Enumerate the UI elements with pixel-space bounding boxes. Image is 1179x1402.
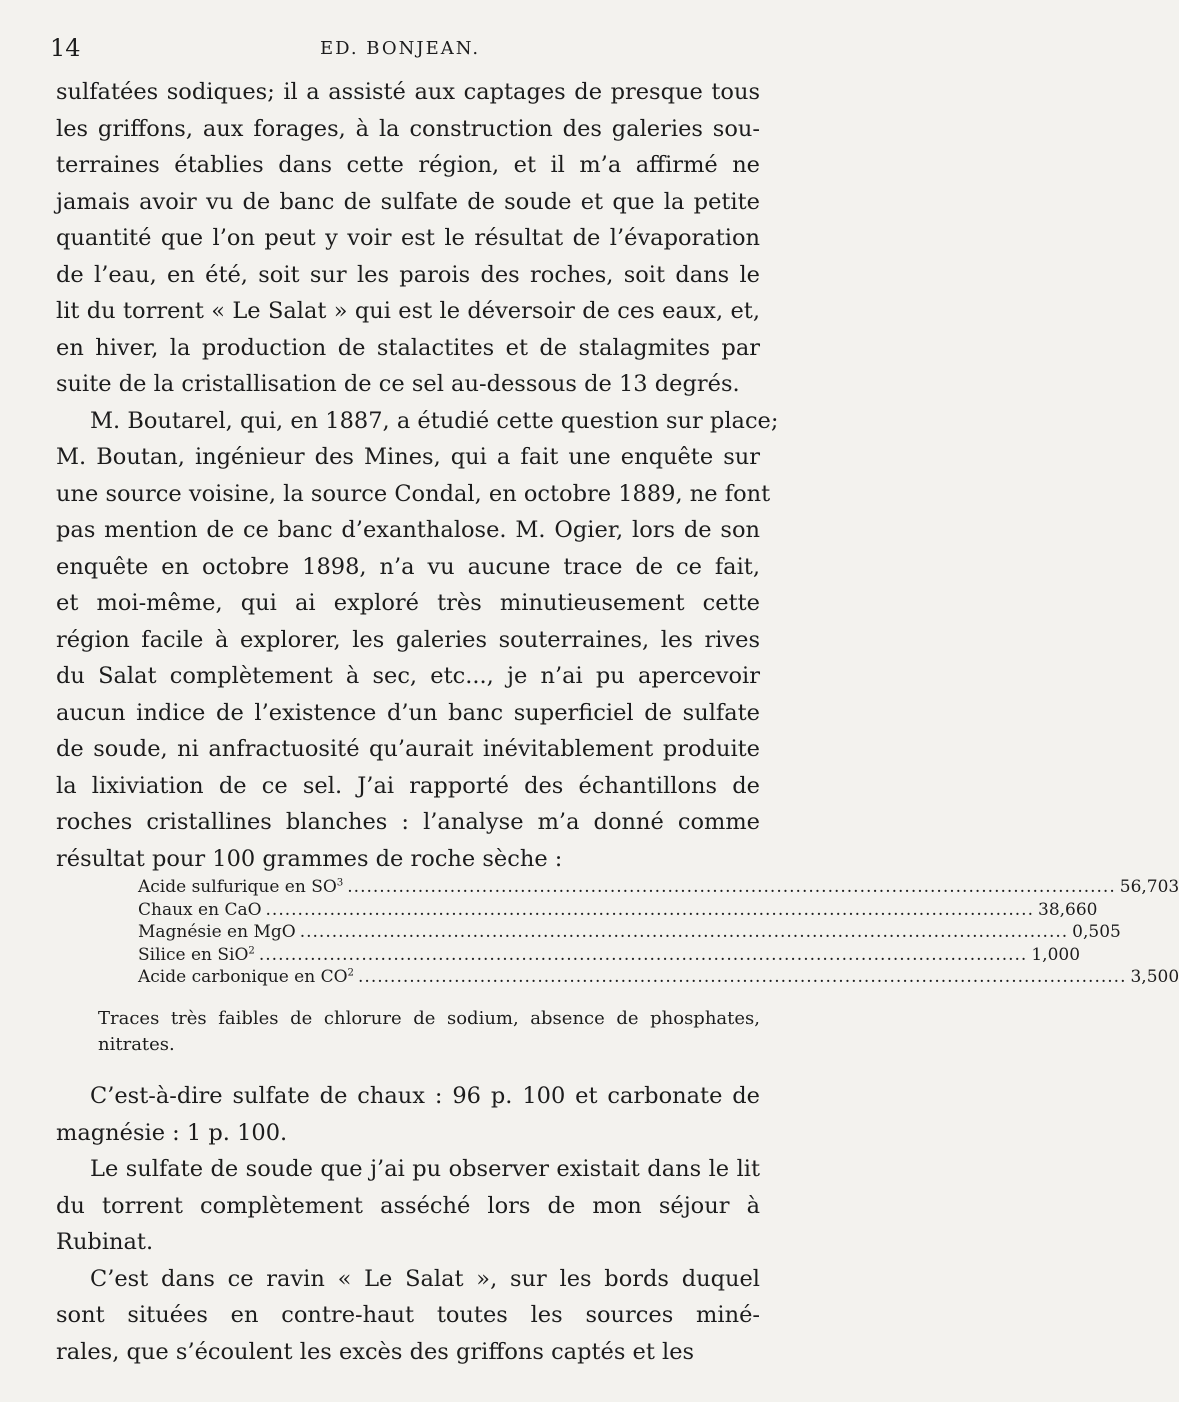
text-line: sont situées en contre-haut toutes les sources miné- [56, 1302, 760, 1328]
analysis-value: 3,500 [1130, 967, 1179, 987]
text-line: du torrent complètement asséché lors de mon séjour à [56, 1192, 760, 1219]
body-text-bottom [56, 1078, 760, 1370]
text-line: C’est dans ce ravin « Le Salat », sur les bords duquel [90, 1265, 760, 1292]
text-line: M. Boutarel, qui, en 1887, a étudié cette question sur place; [90, 407, 779, 434]
text-line: aucun indice de l’existence d’un banc superficiel de sulfate [56, 699, 760, 726]
analysis-value: 1,000 [1031, 944, 1081, 965]
analysis-label: Acide carbonique en $CO^2$ [138, 967, 355, 987]
text-line: une source voisine, la source Condal, en octobre 1889, ne font [56, 480, 771, 507]
analysis-label: Magnésie en MgO [138, 922, 296, 942]
page-number: 14 [50, 34, 81, 62]
text-line: enquête en octobre 1898, n’a vu aucune trace de ce fait, [56, 553, 760, 580]
analysis-value: 38,660 [1038, 899, 1098, 920]
text-line: quantité que l’on peut y voir est le résultat de l’évaporation [56, 225, 760, 251]
text-line: lit du torrent « Le Salat » qui est le déversoir de ces eaux, et, [56, 298, 760, 324]
formula-superscript: 3 [336, 877, 344, 889]
text-line: C’est-à-dire sulfate de chaux : 96 p. 100 et carbonate de [90, 1083, 760, 1109]
analysis-note [98, 1006, 760, 1058]
text-line: Le sulfate de soude que j’ai pu observer existait dans le lit [90, 1156, 760, 1182]
analysis-row [138, 876, 1179, 899]
analysis-value: 56,703 [1119, 877, 1179, 897]
text-line: pas mention de ce banc d’exanthalose. M. Ogier, lors de son [56, 517, 760, 543]
paragraph [56, 1151, 760, 1261]
text-line: du Salat complètement à sec, etc..., je n’ai pu apercevoir [56, 663, 760, 689]
text-line: suite de la cristallisation de ce sel au-dessous de 13 degrés. [56, 371, 740, 397]
leader-dots: ........................................................................................................................ [299, 922, 1069, 942]
text-line: et moi-même, qui ai exploré très minutieusement cette [56, 590, 760, 616]
running-title: ED. BONJEAN. [319, 38, 481, 59]
analysis-label: Silice en SiO$^2$ [138, 944, 255, 965]
formula-superscript: 2 [347, 967, 355, 979]
analysis-row [138, 944, 1081, 967]
text-line: les griffons, aux forages, à la construction des galeries sou- [56, 115, 760, 142]
paragraph [56, 1261, 760, 1371]
text-line: en hiver, la production de stalactites et de stalagmites par [56, 334, 760, 361]
analysis-value: 0,505 [1072, 922, 1121, 942]
text-line: résultat pour 100 grammes de roche sèche : [56, 845, 563, 872]
page-header [50, 34, 750, 66]
text-line: région facile à explorer, les galeries souterraines, les rives [56, 626, 760, 653]
analysis-label: Acide sulfurique en $SO^3$ [138, 877, 344, 897]
text-line: rales, que s’écoulent les excès des griffons captés et les [56, 1338, 695, 1365]
note-line: nitrates. [98, 1034, 175, 1055]
text-line: terraines établies dans cette région, et il m’a affirmé ne [56, 152, 760, 178]
analysis-row [138, 966, 1179, 989]
analysis-label: Chaux en CaO [138, 899, 262, 920]
paragraph [56, 403, 779, 878]
leader-dots: ........................................................................................................................ [358, 967, 1127, 987]
leader-dots: ........................................................................................................................ [258, 944, 1028, 965]
text-line: magnésie : 1 p. 100. [56, 1119, 288, 1146]
text-line: jamais avoir vu de banc de sulfate de soude et que la petite [56, 188, 760, 215]
note-line: Traces très faibles de chlorure de sodium, absence de phosphates, [98, 1008, 760, 1029]
body-text-top [56, 74, 779, 877]
text-line: Rubinat. [56, 1229, 154, 1255]
analysis-row [138, 899, 1098, 922]
leader-dots: ........................................................................................................................ [347, 877, 1116, 897]
text-line: la lixiviation de ce sel. J’ai rapporté des échantillons de [56, 772, 760, 799]
paragraph [56, 74, 760, 403]
analysis-table [138, 876, 1179, 989]
text-line: sulfatées sodiques; il a assisté aux captages de presque tous [56, 79, 760, 105]
paragraph [56, 1078, 760, 1151]
formula-superscript: 2 [248, 944, 255, 956]
text-line: roches cristallines blanches : l’analyse m’a donné comme [56, 809, 760, 835]
text-line: de l’eau, en été, soit sur les parois des roches, soit dans le [56, 261, 760, 288]
leader-dots: ........................................................................................................................ [265, 899, 1034, 920]
text-line: de soude, ni anfractuosité qu’aurait inévitablement produite [56, 736, 760, 762]
text-line: M. Boutan, ingénieur des Mines, qui a fait une enquête sur [56, 444, 760, 470]
analysis-row [138, 921, 1121, 944]
